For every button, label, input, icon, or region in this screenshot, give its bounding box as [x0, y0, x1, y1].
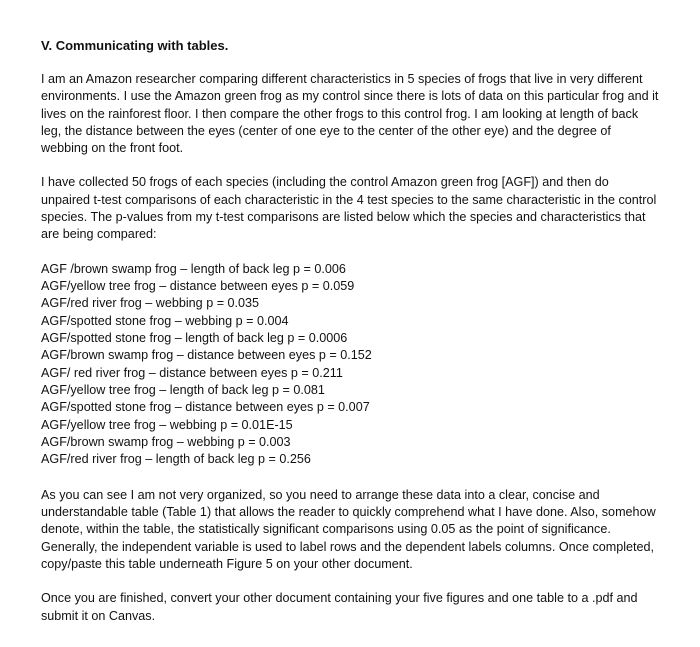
- comparison-item: AGF /brown swamp frog – length of back leg p = 0.006: [41, 261, 346, 276]
- method-paragraph: I have collected 50 frogs of each species (including the control Amazon green frog [AGF]) and then do unpaired t-test comparisons of each characteristic in the 4 test species to the same characteristic in the control species. The p-values from my t-test comparisons are listed below which the species and characteristics that are being compared:: [41, 175, 657, 242]
- intro-paragraph: I am an Amazon researcher comparing different characteristics in 5 species of frogs that live in very different environments. I use the Amazon green frog as my control since there is lots of data on this particular frog and it lives on the rainforest floor. I then compare the other frogs to this control frog. I am looking at length of back leg, the distance between the eyes (center of one eye to the center of the other eye) and the degree of webbing on the front foot.: [41, 72, 659, 156]
- comparison-item: AGF/spotted stone frog – length of back leg p = 0.0006: [41, 331, 348, 346]
- closing-paragraph: Once you are finished, convert your other document containing your five figures and one table to a .pdf and submit it on Canvas.: [41, 591, 638, 623]
- comparison-list: [41, 261, 660, 469]
- comparison-item: AGF/brown swamp frog – webbing p = 0.003: [41, 435, 291, 450]
- instructions-paragraph: As you can see I am not very organized, so you need to arrange these data into a clear, concise and understandable table (Table 1) that allows the reader to quickly comprehend what I have done. Also, somehow denote, within the table, the statistically significant comparisons using 0.05 as the point of significance. Generally, the independent variable is used to label rows and the dependent labels columns. Once completed, copy/paste this table underneath Figure 5 on your other document.: [41, 487, 656, 571]
- section-heading: V. Communicating with tables.: [41, 38, 229, 53]
- comparison-item: AGF/yellow tree frog – distance between eyes p = 0.059: [41, 279, 355, 294]
- comparison-item: AGF/yellow tree frog – length of back leg p = 0.081: [41, 383, 325, 398]
- comparison-item: AGF/spotted stone frog – webbing p = 0.004: [41, 313, 289, 328]
- comparison-item: AGF/yellow tree frog – webbing p = 0.01E-15: [41, 417, 293, 432]
- comparison-item: AGF/spotted stone frog – distance between eyes p = 0.007: [41, 400, 370, 415]
- comparison-item: AGF/red river frog – webbing p = 0.035: [41, 296, 260, 311]
- comparison-item: AGF/ red river frog – distance between eyes p = 0.211: [41, 365, 343, 380]
- comparison-item: AGF/brown swamp frog – distance between eyes p = 0.152: [41, 348, 372, 363]
- comparison-item: AGF/red river frog – length of back leg p = 0.256: [41, 452, 311, 467]
